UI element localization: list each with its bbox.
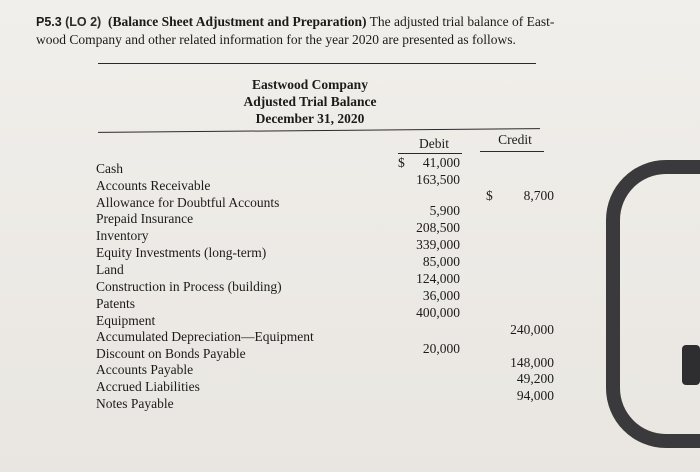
cable-background [606, 160, 700, 448]
debit-amount: 85,000 [422, 254, 460, 269]
credit-amount: 49,200 [516, 371, 554, 386]
header-bottom-rule [98, 128, 540, 133]
debit-currency-sign: $ [398, 155, 405, 170]
credit-header-underline [480, 151, 544, 152]
debit-amount: 400,000 [416, 305, 460, 320]
company-name: Eastwood Company [252, 77, 368, 92]
credit-amount: 240,000 [510, 322, 554, 337]
credit-amount: 8,700 [523, 188, 554, 203]
problem-text-line2: wood Company and other related information for the year 2020 are presented as follows. [36, 32, 516, 47]
account-name: Accounts Payable [96, 362, 194, 377]
debit-amount: 339,000 [416, 237, 460, 252]
credit-currency-sign: $ [486, 188, 493, 203]
account-name: Discount on Bonds Payable [96, 346, 246, 361]
account-name: Allowance for Doubtful Accounts [96, 195, 280, 210]
problem-statement [36, 13, 636, 48]
credit-amount: 94,000 [516, 388, 554, 403]
account-name: Equipment [96, 313, 156, 328]
debit-amount: 5,900 [429, 203, 460, 218]
debit-amount: 124,000 [416, 271, 460, 286]
account-name: Construction in Process (building) [96, 279, 282, 294]
debit-column-header: Debit [419, 136, 449, 151]
account-name: Notes Payable [96, 396, 174, 411]
learning-objective: (LO 2) [65, 15, 102, 29]
credit-amount: 148,000 [510, 355, 554, 370]
problem-text-line1: The adjusted trial balance of East- [369, 14, 555, 29]
debit-amount: 36,000 [422, 288, 460, 303]
problem-title: (Balance Sheet Adjustment and Preparation) [107, 14, 367, 29]
account-name: Patents [96, 296, 135, 311]
account-name: Land [96, 262, 124, 277]
account-name: Accrued Liabilities [96, 379, 200, 394]
statement-date: December 31, 2020 [255, 111, 365, 126]
account-name: Accounts Receivable [96, 178, 211, 193]
debit-amount: 20,000 [422, 341, 460, 356]
debit-header-underline [398, 153, 462, 154]
debit-amount: 163,500 [416, 172, 460, 187]
account-name: Accumulated Depreciation—Equipment [96, 329, 314, 344]
cable-plug-background [682, 345, 700, 385]
header-top-rule [98, 63, 536, 64]
debit-amount: 41,000 [422, 155, 460, 170]
debit-amount: 208,500 [416, 220, 460, 235]
account-name: Prepaid Insurance [96, 211, 194, 226]
credit-column-header: Credit [498, 132, 532, 147]
account-name: Cash [96, 161, 123, 176]
statement-name: Adjusted Trial Balance [243, 94, 377, 109]
problem-number: P5.3 [36, 15, 62, 29]
account-name: Equity Investments (long-term) [96, 245, 267, 260]
account-name: Inventory [96, 228, 149, 243]
